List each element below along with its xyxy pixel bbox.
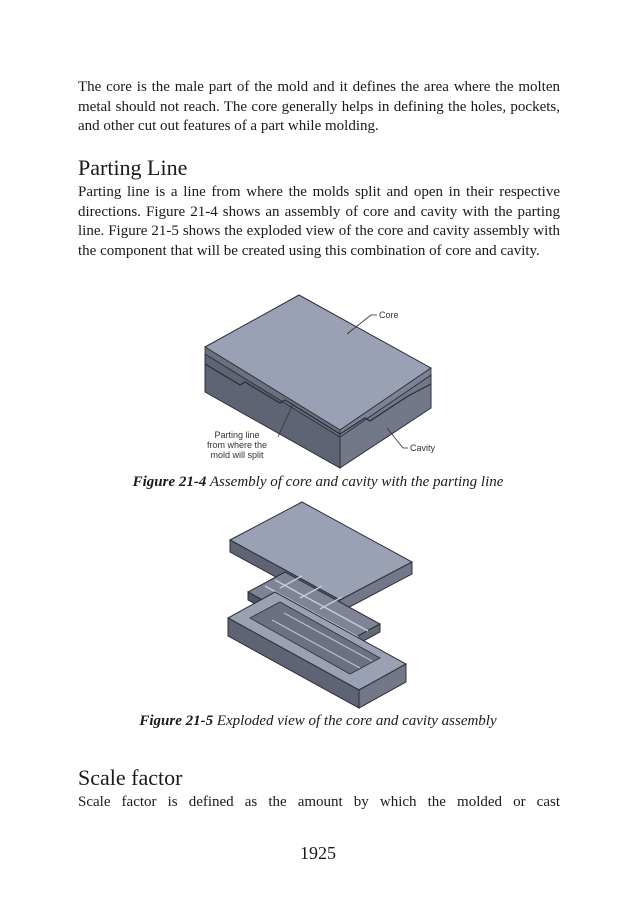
callout-parting-line-3: mold will split	[210, 450, 264, 460]
figure-21-4-label: Figure 21-4	[132, 474, 207, 490]
scale-factor-paragraph: Scale factor is defined as the amount by which the molded or cast	[78, 794, 560, 810]
callout-parting-line-2: from where the	[206, 440, 268, 450]
figure-21-5-caption	[0, 713, 636, 730]
heading-parting-line: Parting Line	[78, 155, 188, 180]
callout-cavity-label: Cavity	[410, 443, 436, 453]
figure-21-4-caption	[0, 474, 636, 491]
figure-21-4-caption-text: Assembly of core and cavity with the parting line	[206, 474, 504, 490]
figure-21-5-exploded-image	[220, 500, 420, 710]
parting-line-paragraph: Parting line is a line from where the molds split and open in their respective directions. Figure 21-4 shows an assembly of core and cavity with the parting line. Figure 21-5 shows the exploded view of the core and cavity assembly with the component that will be created using this combination of core and cavity.	[78, 184, 560, 259]
callout-core-label: Core	[379, 310, 399, 320]
figure-21-4-assembly-image	[195, 292, 445, 472]
heading-scale-factor: Scale factor	[78, 765, 183, 790]
callout-parting-line-1: Parting line	[214, 430, 260, 440]
figure-21-5-label: Figure 21-5	[139, 713, 214, 729]
figure-21-5-caption-text: Exploded view of the core and cavity assembly	[213, 713, 497, 729]
core-paragraph: The core is the male part of the mold and it defines the area where the molten metal should not reach. The core generally helps in defining the holes, pockets, and other cut out features of a part while molding.	[78, 79, 560, 134]
page-number: 1925	[300, 843, 336, 863]
